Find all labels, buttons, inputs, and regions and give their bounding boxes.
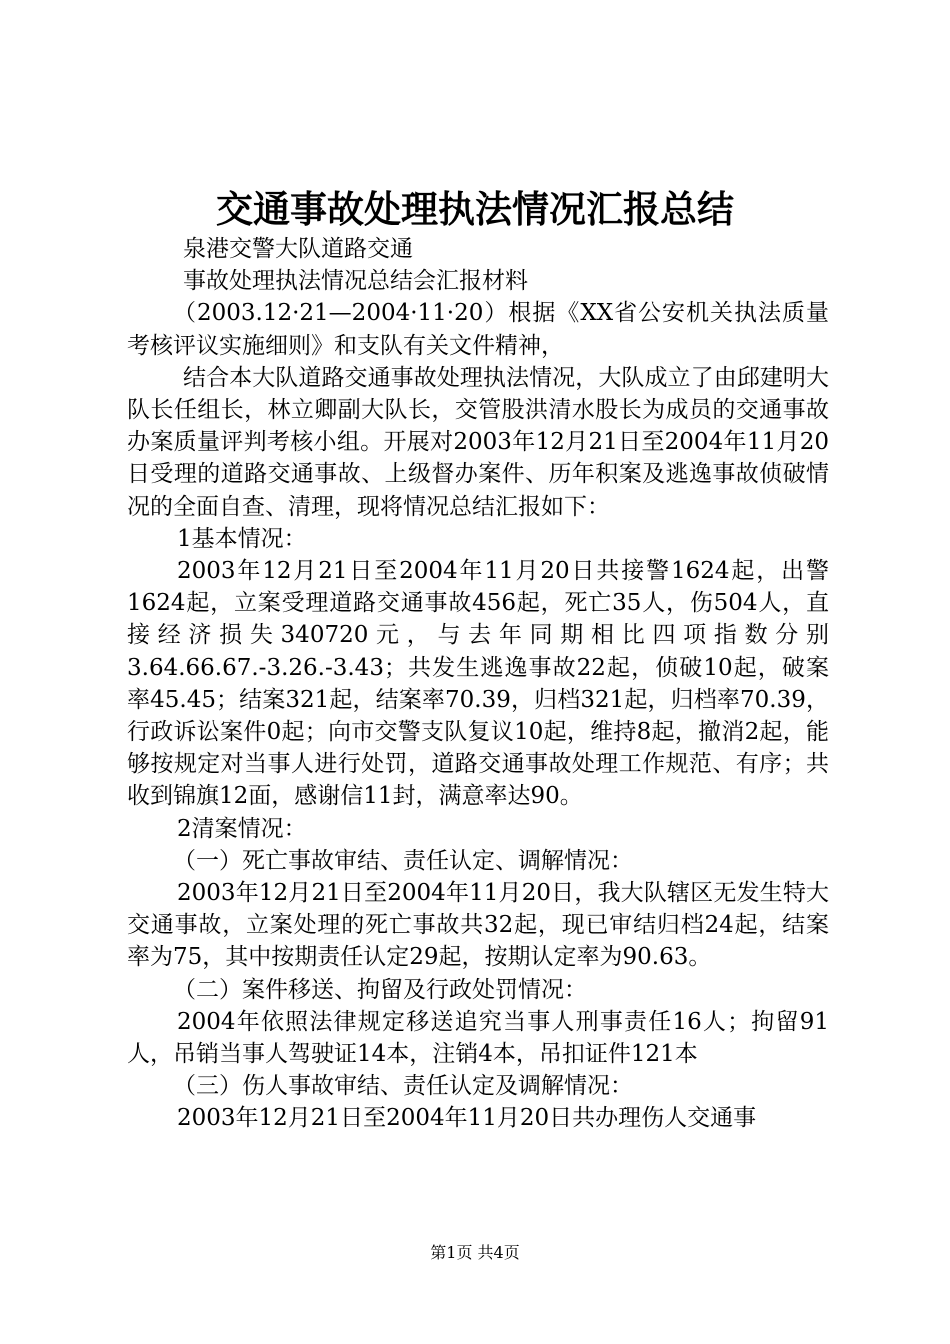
subsection-heading-fatal-accidents: （一）死亡事故审结、责任认定、调解情况： — [173, 847, 633, 874]
section-heading-case-clearing: 2清案情况： — [177, 815, 307, 842]
paragraph-report-period: （2003.12·21—2004·11·20）根据《XX省公安机关执法质量考核评议实施细则》和支队有关文件精神， — [127, 300, 829, 359]
paragraph-basic-situation: 2003年12月21日至2004年11月20日共接警1624起，出警1624起，立案受理道路交通事故456起，死亡35人，伤504人，直接经济损失340720元，与去年同期相比四项指数分别3.64.66.67.-3.26.-3.43；共发生逃逸事故22起，侦破10起，破案率45.45；结案321起，结案率70.39，归档321起，归档率70.39，行政诉讼案件0起；向市交警支队复议10起，维持8起，撤消2起，能够按规定对当事人进行处罚，道路交通事故处理工作规范、有序；共收到锦旗12面，感谢信11封，满意率达90。 — [127, 558, 829, 810]
document-body — [127, 233, 829, 1135]
subsection-heading-case-transfer: （二）案件移送、拘留及行政处罚情况： — [173, 976, 587, 1003]
paragraph-unit-name: 泉港交警大队道路交通 — [183, 236, 413, 262]
paragraph-injury-accidents: 2003年12月21日至2004年11月20日共办理伤人交通事 — [177, 1105, 757, 1132]
section-heading-basic-situation: 1基本情况： — [177, 525, 307, 552]
paragraph-fatal-accidents: 2003年12月21日至2004年11月20日，我大队辖区无发生特大交通事故，立案处理的死亡事故共32起，现已审结归档24起，结案率为75，其中按期责任认定29起，按期认定率为90.63。 — [127, 880, 829, 971]
page-footer: 第1页 共4页 — [430, 1243, 520, 1262]
document-title: 交通事故处理执法情况汇报总结 — [216, 187, 734, 231]
paragraph-case-transfer: 2004年依照法律规定移送追究当事人刑事责任16人；拘留91人，吊销当事人驾驶证14本，注销4本，吊扣证件121本 — [127, 1008, 829, 1068]
paragraph-report-subtitle: 事故处理执法情况总结会汇报材料 — [183, 268, 528, 295]
paragraph-introduction: 结合本大队道路交通事故处理执法情况，大队成立了由邱建明大队长任组长，林立卿副大队长，交管股洪清水股长为成员的交通事故办案质量评判考核小组。开展对2003年12月21日至2004年11月20日受理的道路交通事故、上级督办案件、历年积案及逃逸事故侦破情况的全面自查、清理，现将情况总结汇报如下： — [127, 364, 829, 520]
subsection-heading-injury-accidents: （三）伤人事故审结、责任认定及调解情况： — [173, 1073, 633, 1100]
